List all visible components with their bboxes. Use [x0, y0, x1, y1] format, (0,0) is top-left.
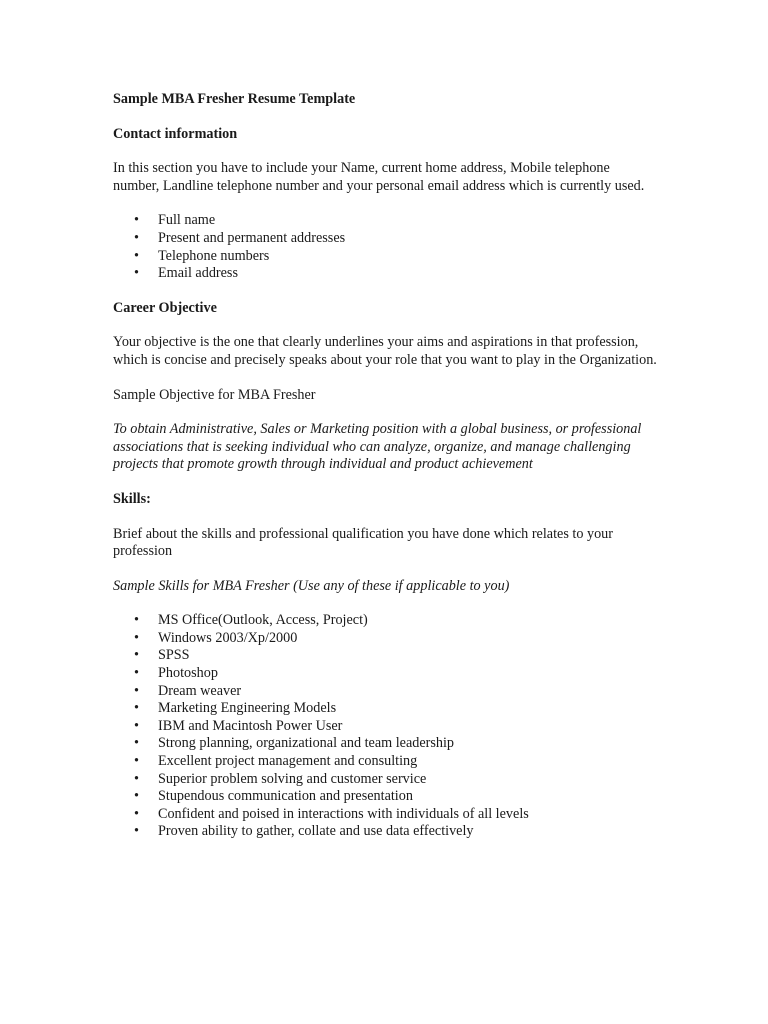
objective-sample-label: Sample Objective for MBA Fresher	[113, 386, 316, 403]
skills-list-item	[113, 700, 658, 718]
skills-list-item	[113, 806, 658, 824]
skills-list-item	[113, 647, 658, 665]
skills-list-item	[113, 771, 658, 789]
list-item-text: Telephone numbers	[158, 247, 270, 264]
skills-heading: Skills:	[113, 490, 151, 507]
contact-heading: Contact information	[113, 125, 238, 142]
skills-sample-label: Sample Skills for MBA Fresher (Use any of these if applicable to you)	[113, 577, 510, 594]
list-item-text: Superior problem solving and customer service	[158, 770, 427, 787]
list-item-text: SPSS	[158, 647, 190, 664]
document-title: Sample MBA Fresher Resume Template	[113, 91, 356, 107]
skills-list-item	[113, 753, 658, 771]
list-item-text: IBM and Macintosh Power User	[158, 717, 343, 734]
objective-intro: Your objective is the one that clearly underlines your aims and aspirations in that profession, which is concise and precisely speaks about your role that you want to play in the Organization.	[113, 334, 657, 368]
objective-heading: Career Objective	[113, 299, 217, 316]
bullet-icon: •	[134, 735, 139, 752]
contact-list-item	[113, 212, 658, 230]
skills-list-item	[113, 612, 658, 630]
bullet-icon: •	[134, 612, 139, 629]
skills-intro: Brief about the skills and professional qualification you have done which relates to your profession	[113, 525, 613, 560]
list-item-text: Strong planning, organizational and team leadership	[158, 735, 455, 752]
bullet-icon: •	[134, 229, 139, 246]
list-item-text: MS Office(Outlook, Access, Project)	[158, 612, 368, 629]
bullet-icon: •	[134, 665, 139, 682]
list-item-text: Present and permanent addresses	[158, 229, 346, 246]
list-item-text: Photoshop	[158, 665, 218, 682]
bullet-icon: •	[134, 265, 139, 282]
list-item-text: Confident and poised in interactions with individuals of all levels	[158, 805, 529, 822]
bullet-icon: •	[134, 647, 139, 664]
contact-list-item	[113, 265, 658, 283]
bullet-icon: •	[134, 682, 139, 699]
objective-sample-text: To obtain Administrative, Sales or Marketing position with a global business, or professional associations that is seeking individual who can analyze, organize, and manage challenging projects that promote growth through individual and product achievement	[113, 421, 642, 473]
bullet-icon: •	[134, 629, 139, 646]
list-item-text: Marketing Engineering Models	[158, 700, 337, 717]
list-item-text: Email address	[158, 265, 238, 282]
bullet-icon: •	[134, 212, 139, 229]
skills-list-item	[113, 823, 658, 841]
skills-list-item	[113, 683, 658, 701]
bullet-icon: •	[134, 717, 139, 734]
bullet-icon: •	[134, 247, 139, 264]
skills-list-item	[113, 718, 658, 736]
list-item-text: Dream weaver	[158, 682, 242, 699]
bullet-icon: •	[134, 823, 139, 840]
list-item-text: Excellent project management and consulting	[158, 753, 418, 770]
list-item-text: Full name	[158, 212, 216, 229]
contact-intro: In this section you have to include your Name, current home address, Mobile telephone number, Landline telephone number and your personal email address which is currently used.	[113, 160, 645, 194]
skills-list	[113, 612, 658, 841]
list-item-text: Stupendous communication and presentation	[158, 788, 413, 805]
list-item-text: Windows 2003/Xp/2000	[158, 629, 298, 646]
skills-list-item	[113, 665, 658, 683]
bullet-icon: •	[134, 700, 139, 717]
bullet-icon: •	[134, 753, 139, 770]
skills-list-item	[113, 788, 658, 806]
contact-list-item	[113, 230, 658, 248]
list-item-text: Proven ability to gather, collate and use data effectively	[158, 823, 474, 840]
bullet-icon: •	[134, 770, 139, 787]
bullet-icon: •	[134, 788, 139, 805]
contact-list	[113, 212, 658, 282]
document-body	[113, 91, 658, 841]
bullet-icon: •	[134, 805, 139, 822]
contact-list-item	[113, 248, 658, 266]
skills-list-item	[113, 735, 658, 753]
skills-list-item	[113, 630, 658, 648]
